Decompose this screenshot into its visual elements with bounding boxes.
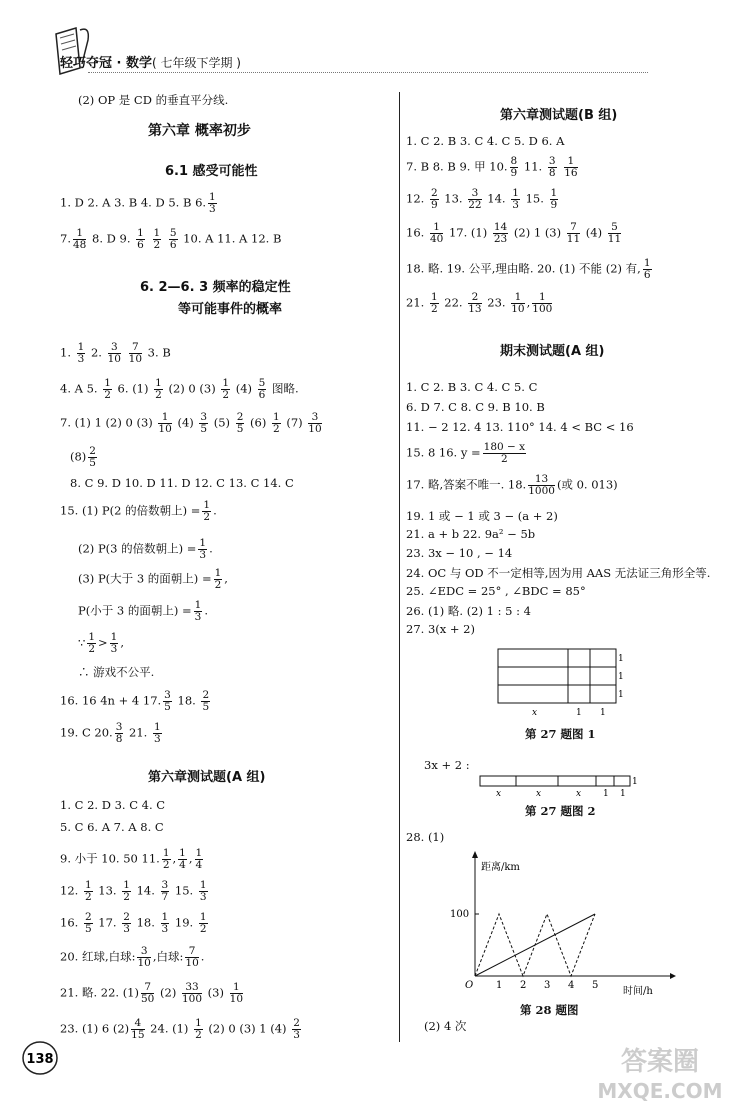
answer-line: 15. 8 16. y = $\frac{180 - x}{2}$ xyxy=(406,441,526,466)
svg-text:距离/km: 距离/km xyxy=(481,862,520,873)
answer-line: 9. 小于 10. 50 11. $\frac{1}{2}$ , $\frac{1}{4}$ , $\frac{1}{4}$ xyxy=(60,847,203,872)
svg-text:x: x xyxy=(536,789,542,799)
svg-text:O: O xyxy=(465,980,474,991)
section-title: 6. 2—6. 3 频率的稳定性 xyxy=(140,280,291,295)
svg-text:时间/h: 时间/h xyxy=(623,986,653,997)
answer-line: (2) OP 是 CD 的垂直平分线. xyxy=(78,93,229,107)
figure-caption: 第 28 题图 xyxy=(520,1003,579,1017)
x-tick-label: 5 xyxy=(592,980,599,991)
answer-line: 25. ∠EDC = 25° , ∠BDC = 85° xyxy=(406,584,586,598)
figure-28-graph xyxy=(445,848,685,998)
answer-line: 16. 16 4n + 4 17. $\frac{3}{5}$ 18. $\frac{2}{5}$ xyxy=(60,689,210,714)
answer-line: 17. 略,答案不唯一. 18. $\frac{13}{1000}$ (或 0. 013) xyxy=(406,473,618,498)
answer-line: 24. OC 与 OD 不一定相等,因为用 AAS 无法证三角形全等. xyxy=(406,566,711,580)
column-divider xyxy=(399,92,400,1042)
answer-line: 15. (1) P(2 的倍数朝上) = $\frac{1}{2}$ . xyxy=(60,499,217,524)
answer-line: 21. a + b 22. 9a² − 5b xyxy=(406,527,536,541)
x-tick-label: 3 xyxy=(544,980,551,991)
section-title: 第六章测试题(B 组) xyxy=(500,108,618,123)
answer-line: 18. 略. 19. 公平,理由略. 20. (1) 不能 (2) 有, $\frac{1}{6}$ xyxy=(406,257,651,282)
answer-line: 7. B 8. B 9. 甲 10. $\frac{8}{9}$ 11. $\frac{3}{8}$ $\frac{1}{16}$ xyxy=(406,155,578,180)
answer-line: 6. D 7. C 8. C 9. B 10. B xyxy=(406,400,545,414)
svg-text:1: 1 xyxy=(600,708,606,718)
answer-line: P(小于 3 的面朝上) = $\frac{1}{3}$ . xyxy=(78,599,208,624)
answer-line: 27. 3(x + 2) xyxy=(406,622,475,636)
svg-text:1: 1 xyxy=(632,777,638,787)
x-tick-label: 4 xyxy=(568,980,575,991)
answer-line: 28. (1) xyxy=(406,830,445,844)
svg-text:1: 1 xyxy=(603,789,609,799)
answer-line: (2) P(3 的倍数朝上) = $\frac{1}{3}$ . xyxy=(78,537,213,562)
svg-text:x: x xyxy=(576,789,582,799)
answer-line: 12. $\frac{2}{9}$ 13. $\frac{3}{22}$ 14. $\frac{1}{3}$ 15. $\frac{1}{9}$ xyxy=(406,187,558,212)
chapter-title: 第六章 概率初步 xyxy=(148,123,251,139)
answer-line: 20. 红球,白球: $\frac{3}{10}$ ,白球: $\frac{7}{10}$ . xyxy=(60,945,205,970)
svg-text:138: 138 xyxy=(26,1052,54,1067)
answer-line: 7. $\frac{1}{48}$ 8. D 9. $\frac{1}{6}$ $\frac{1}{2}$ $\frac{5}{6}$ 10. A 11. A 12. B xyxy=(60,227,282,252)
answer-line: 16. $\frac{1}{40}$ 17. (1) $\frac{14}{23}$ (2) 1 (3) $\frac{7}{11}$ (4) $\frac{5}{11}$ xyxy=(406,221,622,246)
section-subtitle: 等可能事件的概率 xyxy=(178,302,283,317)
answer-line: 4. A 5. $\frac{1}{2}$ 6. (1) $\frac{1}{2}$ (2) 0 (3) $\frac{1}{2}$ (4) $\frac{5}{6}$ 图略. xyxy=(60,377,299,402)
figure-27-1 xyxy=(490,645,630,720)
answer-line: 1. $\frac{1}{3}$ 2. $\frac{3}{10}$ $\frac{7}{10}$ 3. B xyxy=(60,341,171,366)
answer-line: 7. (1) 1 (2) 0 (3) $\frac{1}{10}$ (4) $\frac{3}{5}$ (5) $\frac{2}{5}$ (6) $\frac{1}{2}$ (7) $\frac{3}{10}$ xyxy=(60,411,322,436)
svg-text:x: x xyxy=(532,708,538,718)
watermark-logo-icon xyxy=(580,1040,740,1105)
section-title: 6.1 感受可能性 xyxy=(165,164,258,179)
header-title: 轻巧夺冠 · 数学( 七年级下学期 ) xyxy=(60,56,241,71)
answer-line: 1. C 2. B 3. C 4. C 5. C xyxy=(406,380,538,394)
answer-line: 1. D 2. A 3. B 4. D 5. B 6. $\frac{1}{3}$ xyxy=(60,191,216,216)
answer-line: 19. C 20. $\frac{3}{8}$ 21. $\frac{1}{3}$ xyxy=(60,721,161,746)
section-title: 第六章测试题(A 组) xyxy=(148,770,266,785)
answer-line: 1. C 2. D 3. C 4. C xyxy=(60,798,166,812)
answer-line: 21. 略. 22. (1) $\frac{7}{50}$ (2) $\frac{33}{100}$ (3) $\frac{1}{10}$ xyxy=(60,981,244,1006)
answer-line: (2) 4 次 xyxy=(424,1019,467,1033)
answer-line: 26. (1) 略. (2) 1 : 5 : 4 xyxy=(406,604,531,618)
answer-line: ∴ 游戏不公平. xyxy=(78,665,155,679)
x-tick-label: 2 xyxy=(520,980,527,991)
answer-line: 21. $\frac{1}{2}$ 22. $\frac{2}{13}$ 23. $\frac{1}{10}$ , $\frac{1}{100}$ xyxy=(406,291,553,316)
svg-text:MXQE.COM: MXQE.COM xyxy=(597,1079,723,1103)
svg-text:1: 1 xyxy=(618,654,624,664)
figure-27-2 xyxy=(478,772,648,800)
answer-line: 8. C 9. D 10. D 11. D 12. C 13. C 14. C xyxy=(70,476,294,490)
section-title: 期末测试题(A 组) xyxy=(500,344,605,359)
svg-text:1: 1 xyxy=(620,789,626,799)
svg-text:答案圈: 答案圈 xyxy=(620,1047,700,1077)
figure-caption: 第 27 题图 1 xyxy=(525,727,596,741)
figure-caption: 第 27 题图 2 xyxy=(525,804,596,818)
page-number-badge xyxy=(20,1030,60,1080)
answer-line: 5. C 6. A 7. A 8. C xyxy=(60,820,164,834)
svg-text:x: x xyxy=(496,789,502,799)
header-rule xyxy=(88,72,648,73)
answer-line: 23. 3x − 10 , − 14 xyxy=(406,546,513,560)
answer-line: (3) P(大于 3 的面朝上) = $\frac{1}{2}$ , xyxy=(78,567,228,592)
answer-line: 23. (1) 6 (2) $\frac{4}{15}$ 24. (1) $\frac{1}{2}$ (2) 0 (3) 1 (4) $\frac{2}{3}$ xyxy=(60,1017,300,1042)
x-tick-label: 1 xyxy=(496,980,503,991)
answer-line: 12. $\frac{1}{2}$ 13. $\frac{1}{2}$ 14. $\frac{3}{7}$ 15. $\frac{1}{3}$ xyxy=(60,879,207,904)
svg-text:1: 1 xyxy=(576,708,582,718)
answer-line: 11. − 2 12. 4 13. 110° 14. 4 < BC < 16 xyxy=(406,420,634,434)
answer-line: ∵ $\frac{1}{2}$ > $\frac{1}{3}$ , xyxy=(78,631,124,656)
answer-line: (8) $\frac{2}{5}$ xyxy=(70,445,96,470)
answer-line: 19. 1 或 − 1 或 3 − (a + 2) xyxy=(406,509,558,523)
svg-text:1: 1 xyxy=(618,672,624,682)
answer-line: 1. C 2. B 3. C 4. C 5. D 6. A xyxy=(406,134,565,148)
svg-text:100: 100 xyxy=(450,909,470,920)
answer-line: 3x + 2 : xyxy=(424,758,470,772)
svg-text:1: 1 xyxy=(618,690,624,700)
answer-line: 16. $\frac{2}{5}$ 17. $\frac{2}{3}$ 18. $\frac{1}{3}$ 19. $\frac{1}{2}$ xyxy=(60,911,207,936)
